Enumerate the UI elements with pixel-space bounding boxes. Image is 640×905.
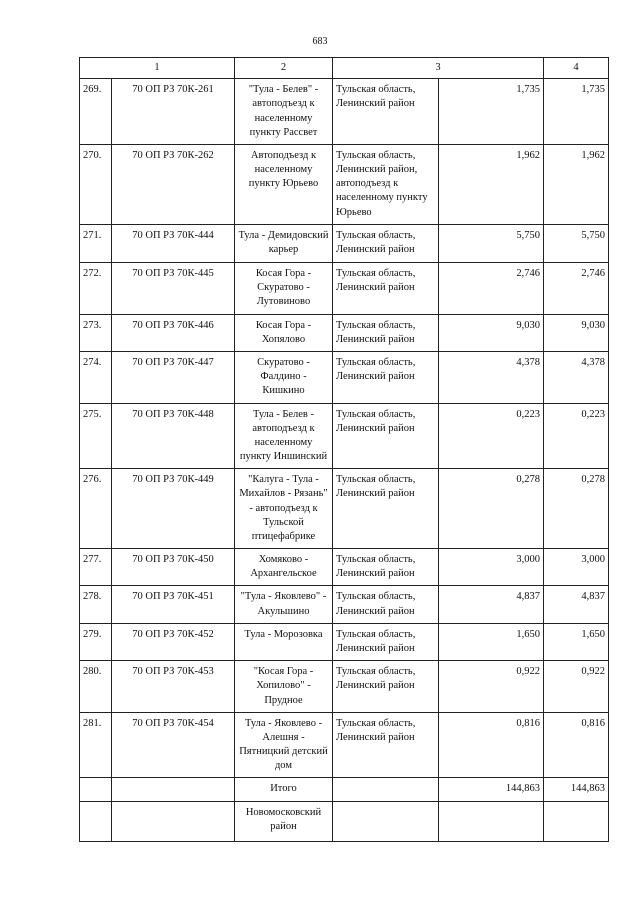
road-id: 70 ОП РЗ 70К-450 <box>112 549 235 586</box>
road-id: 70 ОП РЗ 70К-453 <box>112 661 235 713</box>
row-number: 278. <box>80 586 112 623</box>
district-label: Новомосковский район <box>235 801 333 841</box>
road-name: Тула - Белев - автоподъезд к населенному пункту Иншинский <box>235 403 333 469</box>
road-length: 0,223 <box>439 403 544 469</box>
road-length: 9,030 <box>439 314 544 351</box>
road-length: 3,000 <box>439 549 544 586</box>
district-empty-id <box>112 801 235 841</box>
road-name: Косая Гора - Скуратово - Лутовиново <box>235 262 333 314</box>
road-region: Тульская область, Ленинский район <box>333 469 439 549</box>
row-number: 271. <box>80 224 112 262</box>
road-name: Тула - Морозовка <box>235 623 333 660</box>
road-length: 4,837 <box>439 586 544 623</box>
road-length: 1,735 <box>439 79 544 145</box>
row-number: 275. <box>80 403 112 469</box>
road-id: 70 ОП РЗ 70К-454 <box>112 712 235 778</box>
total-length: 144,863 <box>439 778 544 801</box>
road-name: Тула - Яковлево - Алешня - Пятницкий детский дом <box>235 712 333 778</box>
road-length-2: 9,030 <box>544 314 609 351</box>
road-id: 70 ОП РЗ 70К-451 <box>112 586 235 623</box>
road-length-2: 0,278 <box>544 469 609 549</box>
row-number: 272. <box>80 262 112 314</box>
road-length: 2,746 <box>439 262 544 314</box>
header-col-4: 4 <box>544 58 609 79</box>
table-row <box>80 352 609 404</box>
road-name: Косая Гора - Хопялово <box>235 314 333 351</box>
table-row <box>80 144 609 224</box>
row-number: 274. <box>80 352 112 404</box>
road-length-2: 2,746 <box>544 262 609 314</box>
road-length: 4,378 <box>439 352 544 404</box>
total-length-2: 144,863 <box>544 778 609 801</box>
table-row <box>80 314 609 351</box>
road-length-2: 1,962 <box>544 144 609 224</box>
table-footer <box>80 778 609 841</box>
total-empty-id <box>112 778 235 801</box>
road-name: Хомяково - Архангельское <box>235 549 333 586</box>
road-name: Скуратово - Фалдино - Кишкино <box>235 352 333 404</box>
road-length-2: 1,735 <box>544 79 609 145</box>
road-name: "Калуга - Тула - Михайлов - Рязань" - автоподъезд к Тульской птицефабрике <box>235 469 333 549</box>
table-row <box>80 661 609 713</box>
road-id: 70 ОП РЗ 70К-448 <box>112 403 235 469</box>
total-empty-region <box>333 778 439 801</box>
row-number: 269. <box>80 79 112 145</box>
road-region: Тульская область, Ленинский район <box>333 314 439 351</box>
row-number: 273. <box>80 314 112 351</box>
table-row <box>80 262 609 314</box>
district-row <box>80 801 609 841</box>
road-id: 70 ОП РЗ 70К-261 <box>112 79 235 145</box>
road-length-2: 4,837 <box>544 586 609 623</box>
table-row <box>80 712 609 778</box>
road-region: Тульская область, Ленинский район, автоподъезд к населенному пункту Юрьево <box>333 144 439 224</box>
road-id: 70 ОП РЗ 70К-446 <box>112 314 235 351</box>
road-length-2: 1,650 <box>544 623 609 660</box>
district-empty-length <box>439 801 544 841</box>
row-number: 280. <box>80 661 112 713</box>
road-id: 70 ОП РЗ 70К-447 <box>112 352 235 404</box>
road-name: Автоподъезд к населенному пункту Юрьево <box>235 144 333 224</box>
table-row <box>80 549 609 586</box>
table-row <box>80 224 609 262</box>
total-label: Итого <box>235 778 333 801</box>
row-number: 281. <box>80 712 112 778</box>
table-row <box>80 586 609 623</box>
road-length-2: 4,378 <box>544 352 609 404</box>
table-row <box>80 469 609 549</box>
road-region: Тульская область, Ленинский район <box>333 352 439 404</box>
road-length: 0,816 <box>439 712 544 778</box>
road-region: Тульская область, Ленинский район <box>333 79 439 145</box>
table-row <box>80 403 609 469</box>
road-length-2: 0,816 <box>544 712 609 778</box>
table-row <box>80 79 609 145</box>
road-name: "Тула - Яковлево" - Акульшино <box>235 586 333 623</box>
road-length-2: 3,000 <box>544 549 609 586</box>
road-id: 70 ОП РЗ 70К-445 <box>112 262 235 314</box>
road-name: "Тула - Белев" - автоподъезд к населенному пункту Рассвет <box>235 79 333 145</box>
district-empty-region <box>333 801 439 841</box>
header-col-2: 2 <box>235 58 333 79</box>
road-length-2: 5,750 <box>544 224 609 262</box>
road-length: 1,962 <box>439 144 544 224</box>
header-col-3: 3 <box>333 58 544 79</box>
road-region: Тульская область, Ленинский район <box>333 262 439 314</box>
row-number: 279. <box>80 623 112 660</box>
road-name: Тула - Демидовский карьер <box>235 224 333 262</box>
district-empty-num <box>80 801 112 841</box>
road-name: "Косая Гора - Хопилово" - Прудное <box>235 661 333 713</box>
total-empty-num <box>80 778 112 801</box>
page-number: 683 <box>312 36 328 47</box>
road-region: Тульская область, Ленинский район <box>333 623 439 660</box>
road-id: 70 ОП РЗ 70К-452 <box>112 623 235 660</box>
road-length: 0,278 <box>439 469 544 549</box>
table-row <box>80 623 609 660</box>
road-region: Тульская область, Ленинский район <box>333 712 439 778</box>
table-header <box>80 58 609 79</box>
header-col-1: 1 <box>80 58 235 79</box>
road-region: Тульская область, Ленинский район <box>333 586 439 623</box>
road-id: 70 ОП РЗ 70К-262 <box>112 144 235 224</box>
road-region: Тульская область, Ленинский район <box>333 661 439 713</box>
road-region: Тульская область, Ленинский район <box>333 403 439 469</box>
road-length: 0,922 <box>439 661 544 713</box>
road-length-2: 0,223 <box>544 403 609 469</box>
row-number: 277. <box>80 549 112 586</box>
roads-table <box>79 57 609 842</box>
road-length-2: 0,922 <box>544 661 609 713</box>
road-id: 70 ОП РЗ 70К-444 <box>112 224 235 262</box>
row-number: 270. <box>80 144 112 224</box>
district-empty-length-2 <box>544 801 609 841</box>
total-row <box>80 778 609 801</box>
road-length: 5,750 <box>439 224 544 262</box>
road-region: Тульская область, Ленинский район <box>333 224 439 262</box>
row-number: 276. <box>80 469 112 549</box>
road-id: 70 ОП РЗ 70К-449 <box>112 469 235 549</box>
road-region: Тульская область, Ленинский район <box>333 549 439 586</box>
road-length: 1,650 <box>439 623 544 660</box>
table-body <box>80 79 609 778</box>
